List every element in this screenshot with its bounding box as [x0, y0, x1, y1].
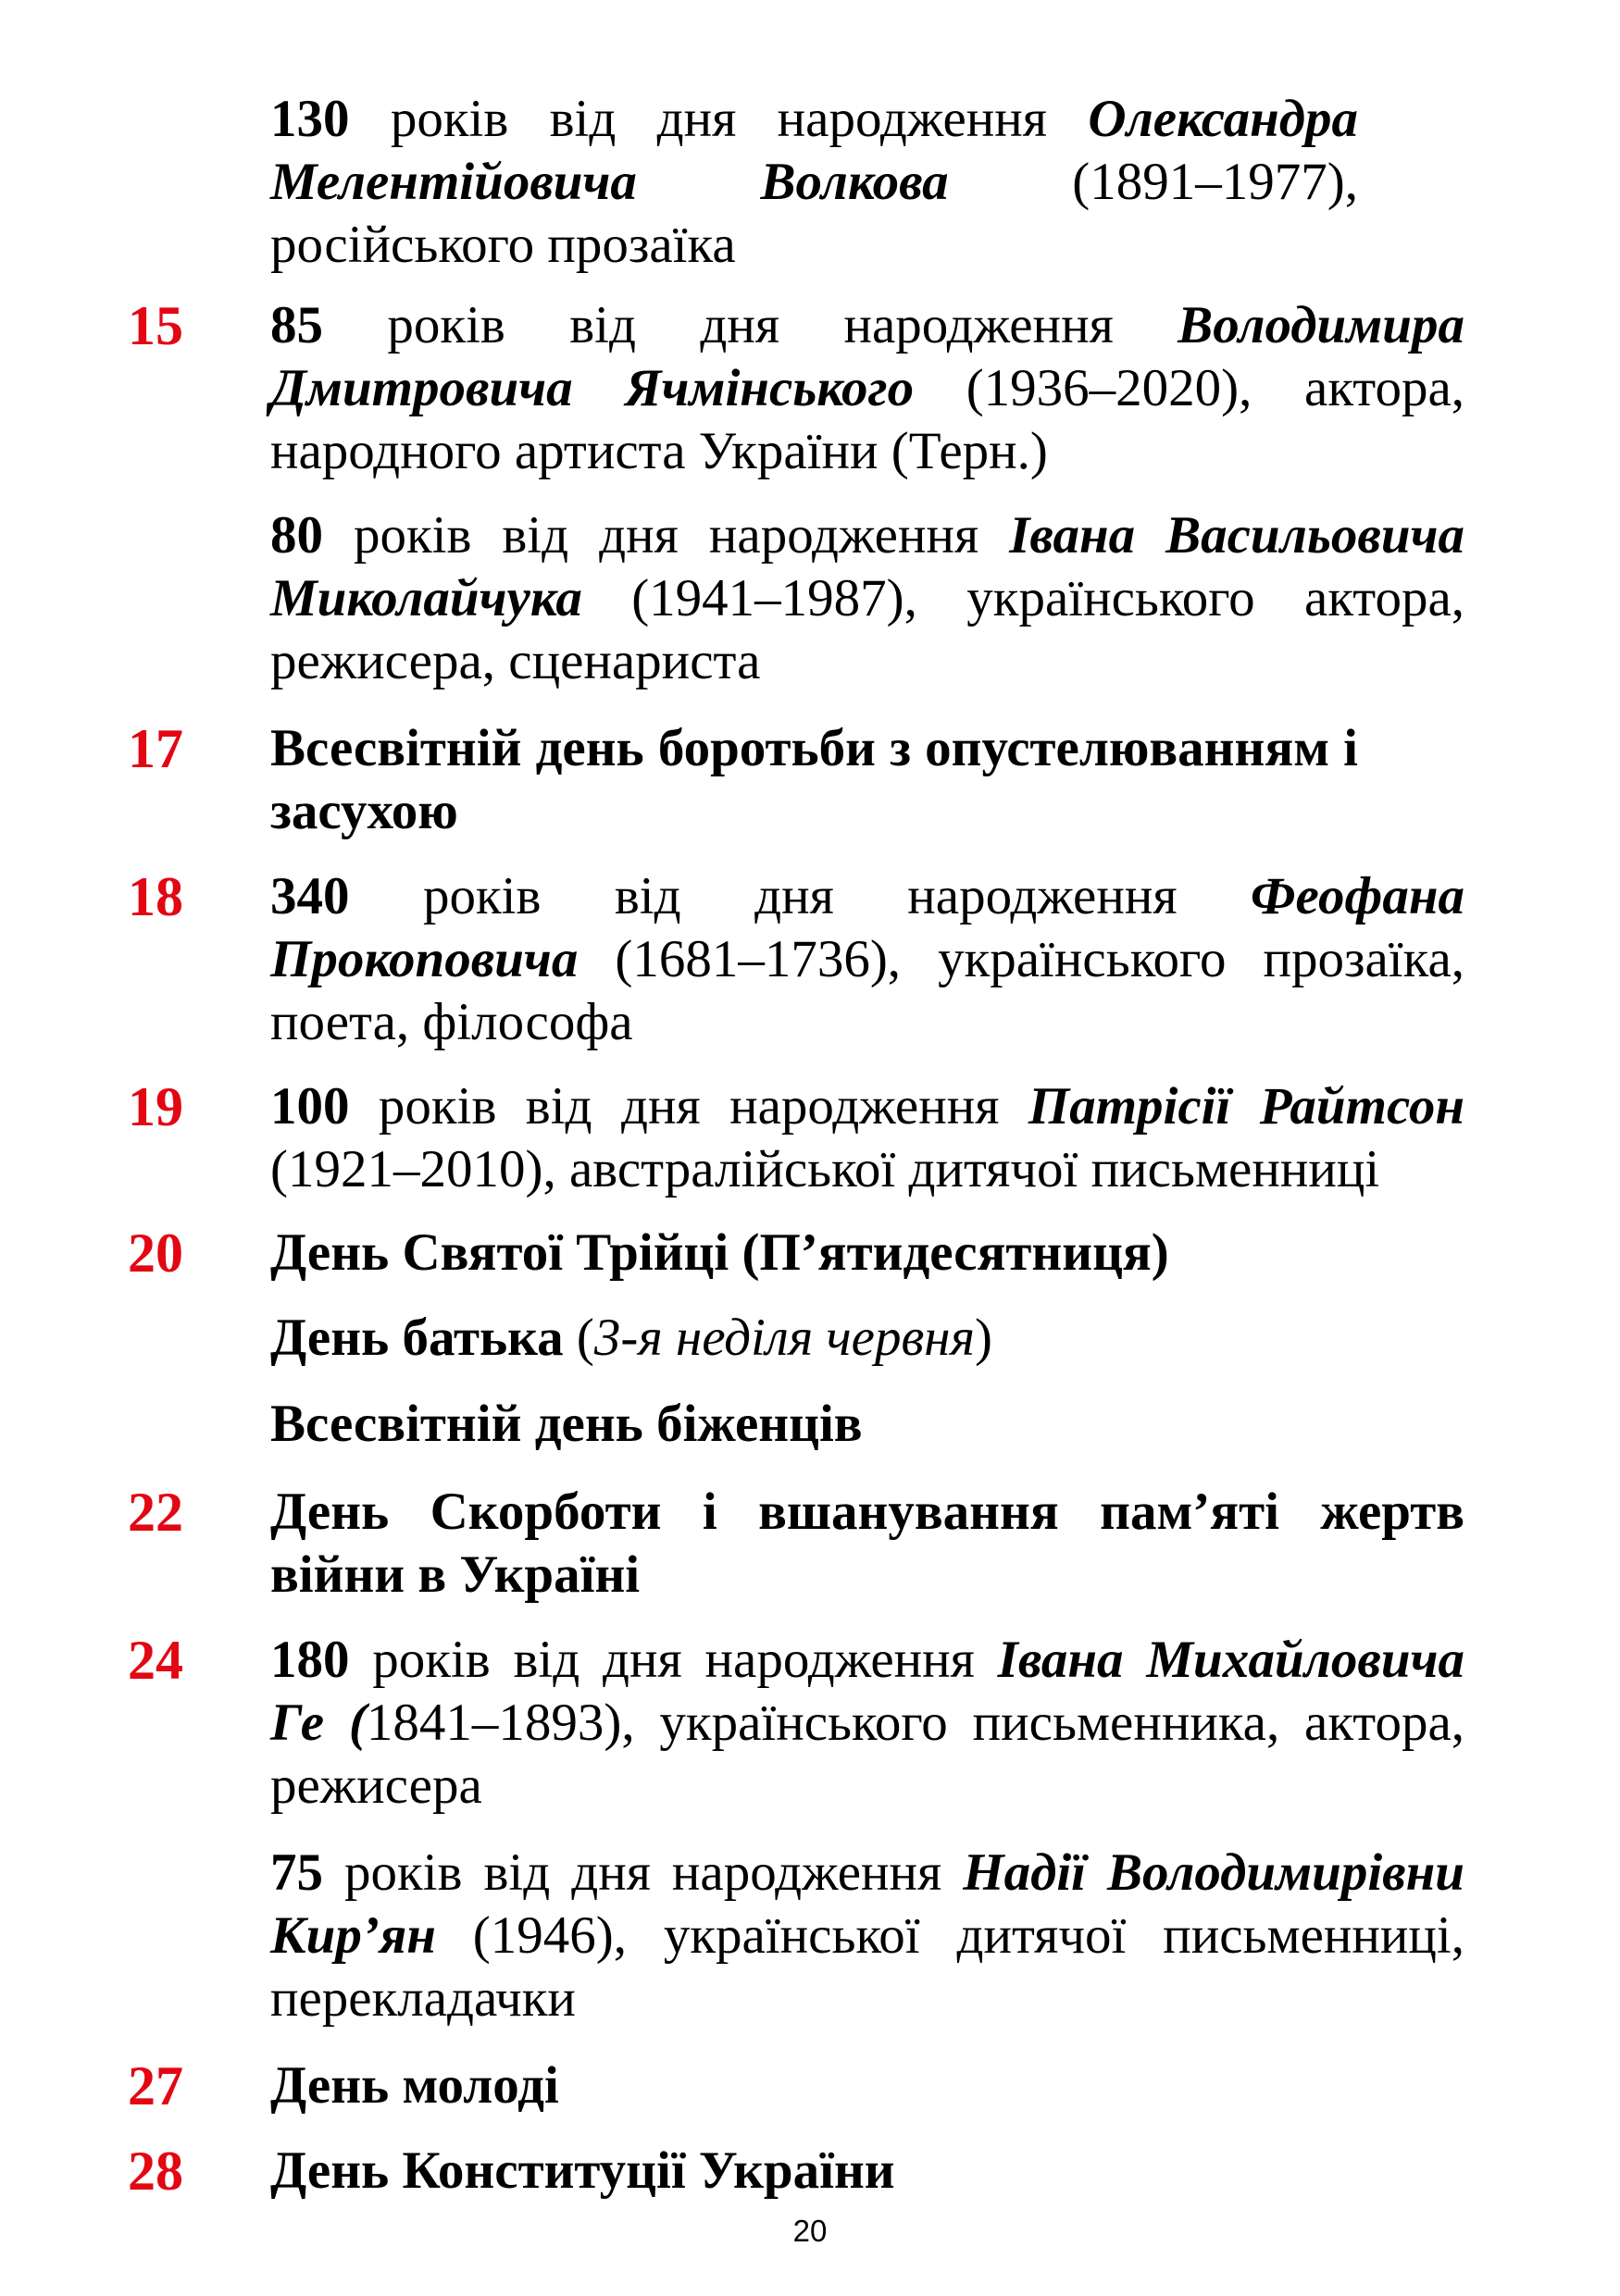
entry-text: [270, 1393, 1464, 1456]
emphasis-text: Всесвітній день біженців: [270, 1395, 863, 1453]
person-name: Івана Михайловича Ге (: [270, 1631, 1464, 1752]
body-text: (1921–2010), австралійської дитячої письменниці: [270, 1140, 1380, 1198]
body-text: (1941–1987), українського актора, режисера, сценариста: [270, 569, 1464, 690]
emphasis-text: 130: [270, 90, 350, 148]
entry-text: [270, 2054, 1464, 2117]
body-text: років від дня народження: [323, 296, 1178, 354]
body-text: (1946), української дитячої письменниці, перекладачки: [270, 1906, 1464, 2028]
entry-text: [270, 2140, 1464, 2203]
person-name: Володимира Дмитровича Ячмінського: [270, 296, 1464, 417]
body-text: років від дня народження: [349, 90, 1089, 148]
entry-text: [270, 88, 1358, 277]
person-name: Патрісії Райтсон: [1028, 1077, 1464, 1136]
body-text: ): [975, 1309, 992, 1367]
emphasis-text: 75: [270, 1843, 323, 1902]
day-number: 18: [128, 866, 183, 927]
emphasis-text: 340: [270, 867, 350, 925]
emphasis-text: День молоді: [270, 2056, 559, 2115]
emphasis-text: День Скорботи і вшанування пам’яті жертв війни в Україні: [270, 1483, 1464, 1604]
entry-text: [270, 1075, 1464, 1201]
person-name: Надії Володимирівни Кир’ян: [270, 1843, 1464, 1965]
emphasis-text: Всесвітній день боротьби з опустелюванням і засухою: [270, 719, 1358, 840]
day-number: 22: [128, 1482, 183, 1543]
entry-text: [270, 1481, 1464, 1607]
body-text: років від дня народження: [349, 1077, 1028, 1136]
day-number: 20: [128, 1222, 183, 1284]
body-text: (: [563, 1309, 594, 1367]
emphasis-text: 180: [270, 1631, 350, 1689]
body-text: (1681–1736), українського прозаїка, поета, філософа: [270, 930, 1464, 1051]
body-text: років від дня народження: [349, 1631, 998, 1689]
day-number: 27: [128, 2055, 183, 2116]
day-number: 28: [128, 2141, 183, 2202]
entry-text: [270, 294, 1464, 483]
entry-text: [270, 1307, 1464, 1370]
day-number: 15: [128, 295, 183, 356]
body-text: (1891–1977), російського прозаїка: [270, 153, 1358, 274]
emphasis-text: День батька: [270, 1309, 564, 1367]
entry-text: [270, 1842, 1464, 2030]
emphasis-text: День Святої Трійці (П’ятидесятниця): [270, 1223, 1169, 1282]
day-number: 19: [128, 1076, 183, 1137]
body-text: (1936–2020), актора, народного артиста України (Терн.): [270, 359, 1464, 480]
person-name: Феофана Прокоповича: [270, 867, 1464, 988]
note-text: 3-я неділя червня: [593, 1309, 975, 1367]
entry-text: [270, 1629, 1464, 1818]
emphasis-text: 80: [270, 506, 323, 565]
person-name: Олександра Мелентійовича Волкова: [270, 90, 1358, 211]
person-name: Івана Васильовича Миколайчука: [270, 506, 1465, 627]
emphasis-text: День Конституції України: [270, 2141, 895, 2200]
entry-text: [270, 504, 1464, 693]
body-text: років від дня народження: [349, 867, 1252, 925]
day-number: 24: [128, 1630, 183, 1691]
body-text: років від дня народження: [323, 1843, 964, 1902]
entry-text: [270, 865, 1464, 1054]
entry-text: [270, 1222, 1464, 1285]
entry-text: [270, 717, 1358, 843]
page-number: 20: [792, 2214, 828, 2248]
emphasis-text: 85: [270, 296, 323, 354]
body-text: років від дня народження: [323, 506, 1010, 565]
day-number: 17: [128, 718, 183, 779]
body-text: 1841–1893), українського письменника, актора, режисера: [270, 1694, 1464, 1815]
emphasis-text: 100: [270, 1077, 350, 1136]
